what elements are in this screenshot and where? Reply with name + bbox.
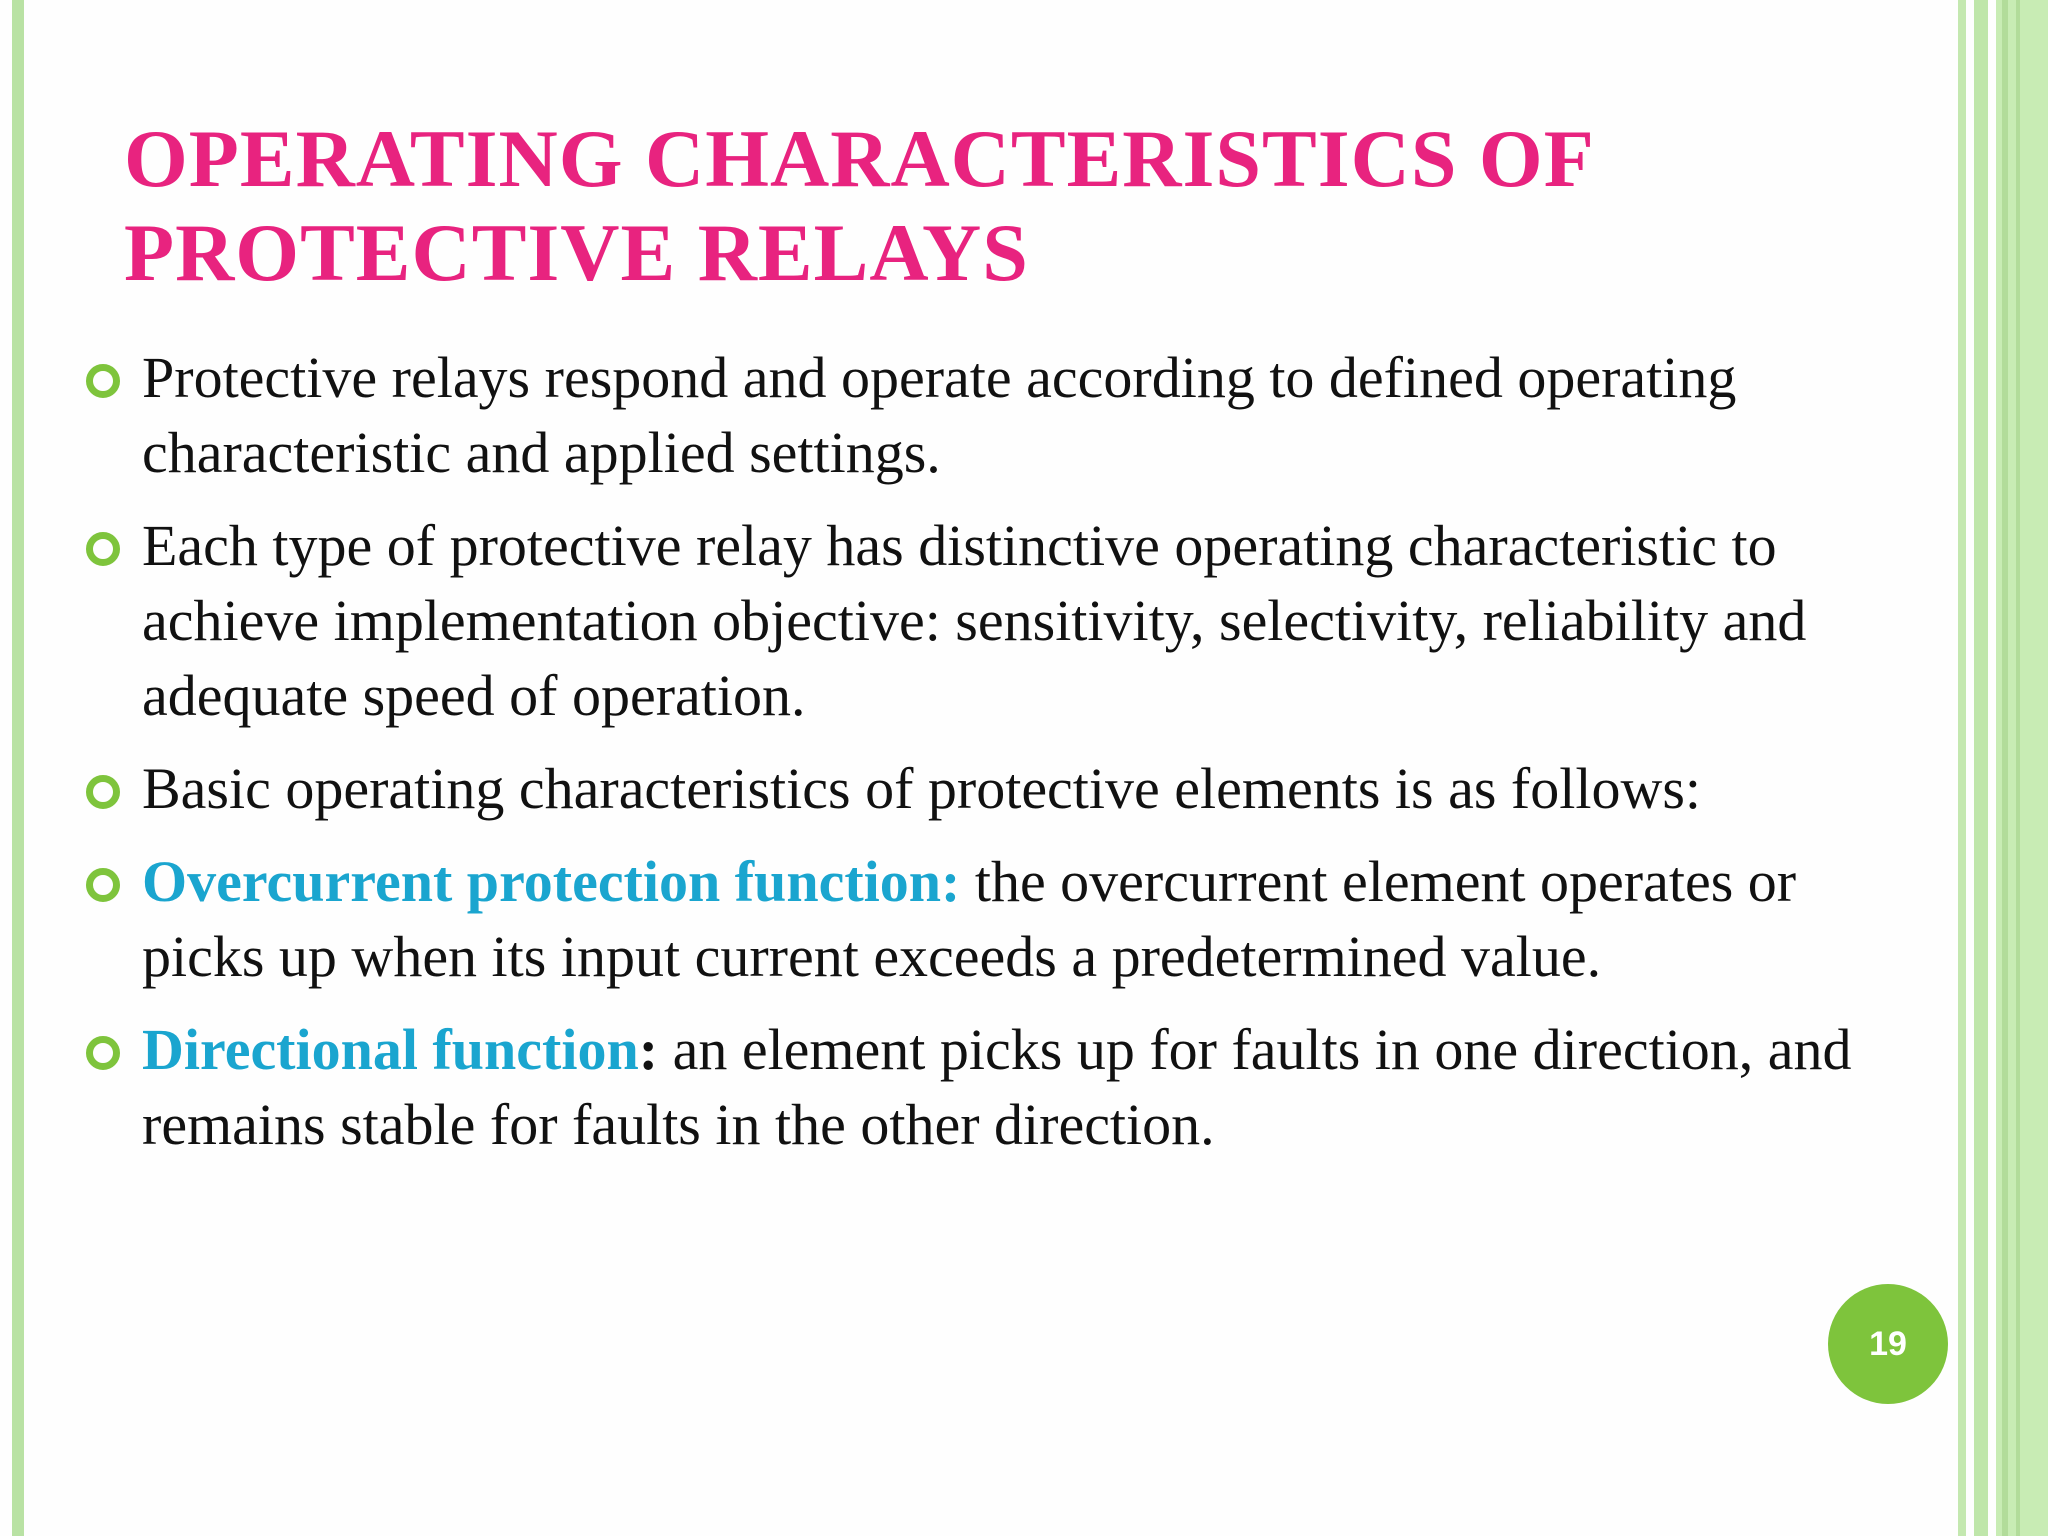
bullet-item	[84, 844, 1904, 994]
bullet-term: Directional function	[142, 1017, 639, 1082]
right-border-line-2	[2016, 0, 2020, 1536]
bullet-text: the overcurrent element operates or picks up when its input current exceeds a predetermined value.	[142, 849, 1797, 989]
page-number-badge: 19	[1828, 1284, 1948, 1404]
circle-bullet-icon	[86, 364, 120, 398]
bullet-list	[84, 340, 1904, 1180]
right-border-stripe-1	[1958, 0, 1966, 1536]
circle-bullet-icon	[86, 1036, 120, 1070]
right-border-line-1	[2002, 0, 2008, 1536]
bullet-term: Overcurrent protection function:	[142, 849, 961, 914]
bullet-text: Each type of protective relay has distinctive operating characteristic to achieve implementation objective: sensitivity, selectivity, reliability and adequate speed of operation.	[142, 513, 1807, 728]
left-border-stripe	[12, 0, 24, 1536]
bullet-item	[84, 508, 1904, 733]
bullet-text: Protective relays respond and operate according to defined operating characteristic and applied settings.	[142, 345, 1737, 485]
slide-title: OPERATING CHARACTERISTICS OF PROTECTIVE RELAYS	[124, 113, 1592, 298]
bullet-item	[84, 751, 1904, 826]
bullet-text: an element picks up for faults in one direction, and remains stable for faults in the other direction.	[142, 1017, 1852, 1157]
bullet-term-colon: :	[638, 1017, 659, 1082]
bullet-item	[84, 1012, 1904, 1162]
right-border-stripe-2	[1974, 0, 1988, 1536]
circle-bullet-icon	[86, 868, 120, 902]
bullet-item	[84, 340, 1904, 490]
bullet-text: Basic operating characteristics of protective elements is as follows:	[142, 756, 1702, 821]
circle-bullet-icon	[86, 775, 120, 809]
circle-bullet-icon	[86, 532, 120, 566]
